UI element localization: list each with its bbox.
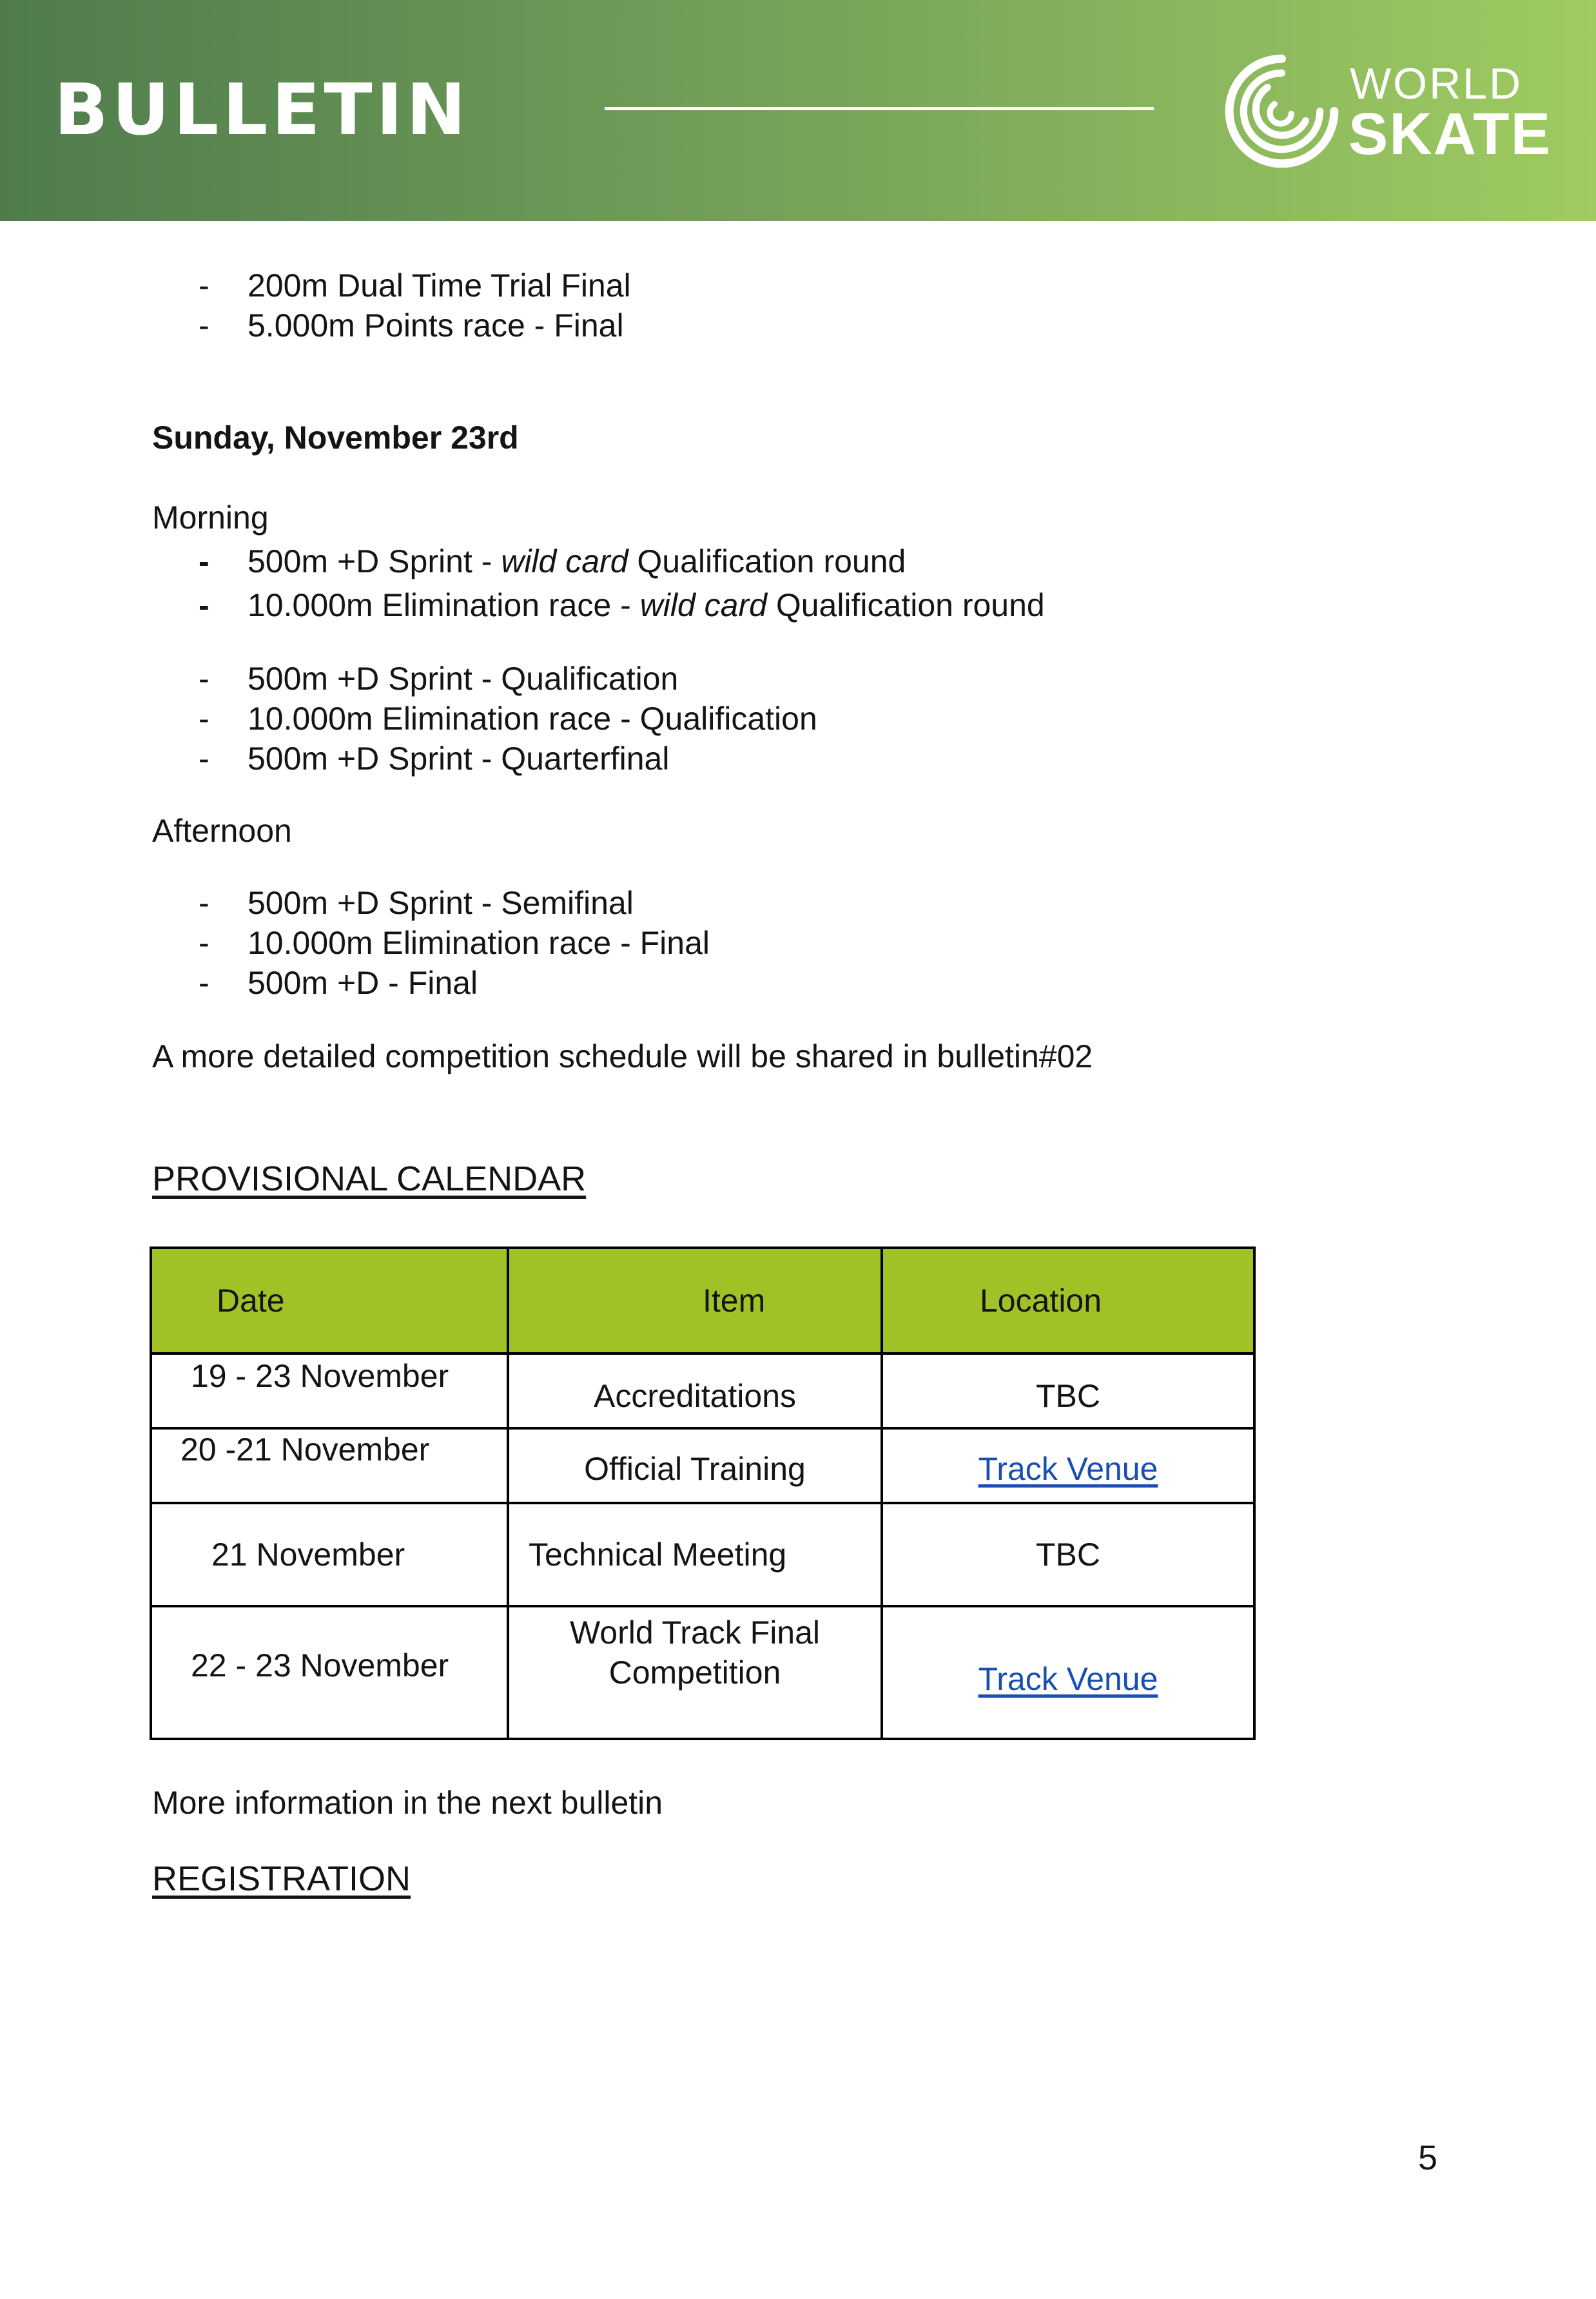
calendar-table	[150, 1247, 1256, 1740]
day-heading: Sunday, November 23rd	[152, 420, 519, 456]
location-cell: TBC	[882, 1353, 1254, 1428]
list-dash: -	[199, 925, 209, 961]
list-item: 500m +D Sprint - Quarterfinal	[248, 741, 670, 777]
list-item-wildcard-sprint: 500m +D Sprint - wild card Qualification round	[248, 543, 906, 579]
list-item: 5.000m Points race - Final	[248, 307, 624, 344]
calendar-footnote: More information in the next bulletin	[152, 1785, 663, 1821]
table-header-row	[151, 1248, 1254, 1353]
list-dash: -	[199, 543, 209, 579]
date-cell: 21 November	[151, 1503, 508, 1606]
calendar-heading: PROVISIONAL CALENDAR	[152, 1159, 587, 1198]
logo-text-skate: SKATE	[1348, 101, 1552, 167]
logo-text-world: WORLD	[1350, 59, 1523, 108]
header-banner	[0, 0, 1596, 221]
list-dash: -	[199, 965, 209, 1001]
date-cell: 22 - 23 November	[151, 1606, 508, 1739]
list-dash: -	[199, 701, 209, 737]
table-row	[151, 1606, 1254, 1739]
item-cell: Accreditations	[508, 1353, 882, 1428]
afternoon-label: Afternoon	[152, 813, 292, 849]
table-row	[151, 1353, 1254, 1428]
world-skate-logo	[1222, 52, 1557, 171]
list-item: 10.000m Elimination race - Final	[248, 925, 710, 961]
list-dash: -	[199, 307, 209, 344]
item-line: World Track Final	[569, 1615, 821, 1651]
column-header-item: Item	[508, 1248, 882, 1353]
location-cell	[882, 1428, 1254, 1503]
column-header-location: Location	[882, 1248, 1254, 1353]
bulletin-title: BULLETIN	[54, 68, 470, 151]
location-cell	[882, 1606, 1254, 1739]
item-cell: Official Training	[508, 1428, 882, 1503]
item-line: Competition	[608, 1654, 781, 1691]
table-row	[151, 1428, 1254, 1503]
track-venue-link[interactable]: Track Venue	[978, 1451, 1158, 1487]
item-cell: Technical Meeting	[508, 1503, 882, 1606]
list-dash: -	[199, 885, 209, 921]
list-item: 10.000m Elimination race - Qualification	[248, 701, 817, 737]
list-dash: -	[199, 661, 209, 697]
list-dash: -	[199, 587, 209, 623]
column-header-date: Date	[151, 1248, 508, 1353]
list-item-wildcard-elimination: 10.000m Elimination race - wild card Qualification round	[248, 587, 1045, 623]
list-item: 500m +D Sprint - Qualification	[248, 661, 679, 697]
location-cell: TBC	[882, 1503, 1254, 1606]
schedule-note: A more detailed competition schedule will be shared in bulletin#02	[152, 1038, 1093, 1074]
track-venue-link[interactable]: Track Venue	[978, 1661, 1158, 1697]
list-item: 500m +D - Final	[248, 965, 478, 1001]
swirl-icon	[1222, 52, 1341, 171]
date-cell: 20 -21 November	[151, 1428, 508, 1503]
morning-label: Morning	[152, 500, 269, 536]
list-dash: -	[199, 741, 209, 777]
registration-heading: REGISTRATION	[152, 1859, 411, 1898]
list-item: 500m +D Sprint - Semifinal	[248, 885, 634, 921]
list-dash: -	[199, 267, 209, 304]
page-number: 5	[1418, 2139, 1438, 2177]
list-item: 200m Dual Time Trial Final	[248, 267, 631, 304]
date-cell: 19 - 23 November	[151, 1353, 508, 1428]
header-divider	[605, 107, 1154, 110]
table-row	[151, 1503, 1254, 1606]
item-cell	[508, 1606, 882, 1739]
